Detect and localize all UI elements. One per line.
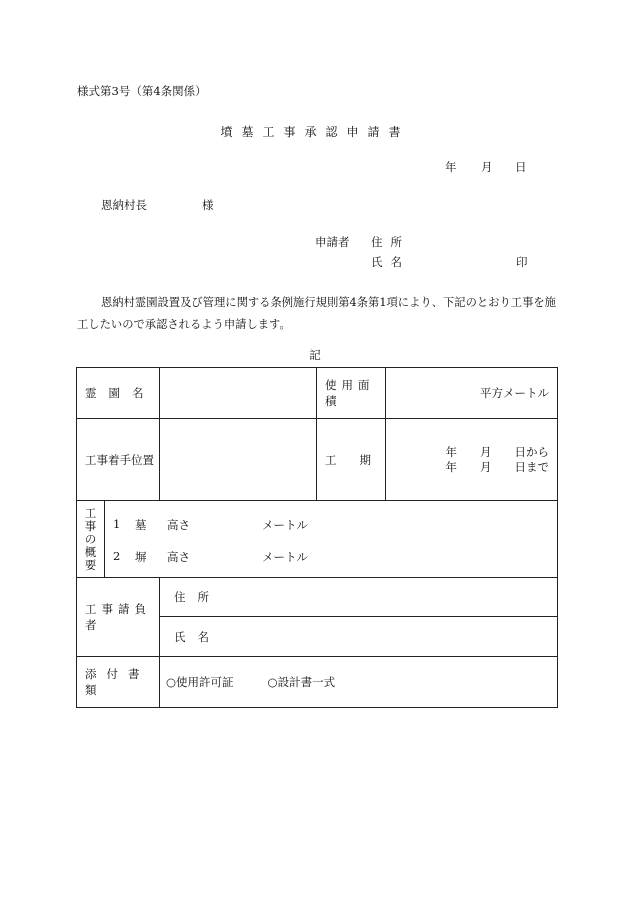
- outline-row-number: 2: [113, 549, 121, 563]
- ki-heading: 記: [309, 348, 321, 362]
- addressee: [101, 200, 214, 212]
- honorific: 様: [202, 198, 214, 212]
- applicant-label: 申請者: [315, 235, 350, 249]
- application-statement: 恩納村霊園設置及び管理に関する条例施行規則第4条第1項により、下記のとおり工事を施工したいので承認されるよう申請します。: [77, 296, 556, 331]
- date-year: 年: [445, 160, 457, 174]
- attachments-field[interactable]: [160, 657, 558, 708]
- cemetery-name-field[interactable]: [160, 368, 317, 419]
- cemetery-name-label: 霊園名: [77, 368, 160, 419]
- contractor-name-label: 氏名: [174, 629, 221, 644]
- row-outline: [77, 501, 558, 578]
- contractor-address-field[interactable]: [160, 578, 558, 617]
- row-location: [77, 419, 558, 501]
- form-number: 様式第3号（第4条関係）: [77, 84, 207, 98]
- contractor-name-field[interactable]: [160, 617, 558, 657]
- outline-label: 工 事 の 概 要: [77, 501, 105, 578]
- row-cemetery: [77, 368, 558, 419]
- outline-row-number: 1: [113, 517, 121, 531]
- applicant-name-label: 氏名: [371, 255, 410, 269]
- seal-mark: 印: [516, 255, 528, 269]
- applicant-address-label: 住所: [371, 235, 410, 249]
- application-form-table: [76, 367, 558, 708]
- outline-row-item: 塀: [135, 550, 147, 564]
- period-from: 年 月 日から: [445, 444, 549, 459]
- outline-row-grave: [105, 503, 557, 539]
- area-label: 使用面積: [317, 368, 386, 419]
- row-contractor-address: [77, 578, 558, 617]
- outline-details[interactable]: [105, 501, 558, 578]
- start-location-label: 工事着手位置: [77, 419, 160, 501]
- area-unit: 平方メートル: [480, 386, 549, 400]
- date-month: 月: [481, 160, 493, 174]
- start-location-field[interactable]: [160, 419, 317, 501]
- contractor-address-label: 住所: [174, 590, 221, 604]
- outline-row-unit: メートル: [262, 518, 308, 532]
- area-field[interactable]: [386, 368, 558, 419]
- period-label: 工 期: [317, 419, 386, 501]
- attachments-label: 添付書類: [77, 657, 160, 708]
- contractor-label: 工事請負者: [77, 578, 160, 657]
- attachment-design-docs: ○設計書一式: [267, 675, 336, 689]
- outline-row-fence: [105, 539, 557, 575]
- outline-row-height: 高さ: [167, 550, 190, 564]
- row-attachments: [77, 657, 558, 708]
- outline-row-height: 高さ: [167, 518, 190, 532]
- date-day: 日: [515, 160, 527, 174]
- outline-row-unit: メートル: [262, 550, 308, 564]
- page-title: 墳墓工事承認申請書: [220, 125, 410, 139]
- outline-row-item: 墓: [135, 518, 147, 532]
- attachment-use-permit: ○使用許可証: [166, 675, 234, 689]
- period-field[interactable]: [386, 419, 558, 501]
- period-to: 年 月 日まで: [445, 459, 549, 474]
- addressee-name: 恩納村長: [101, 198, 147, 212]
